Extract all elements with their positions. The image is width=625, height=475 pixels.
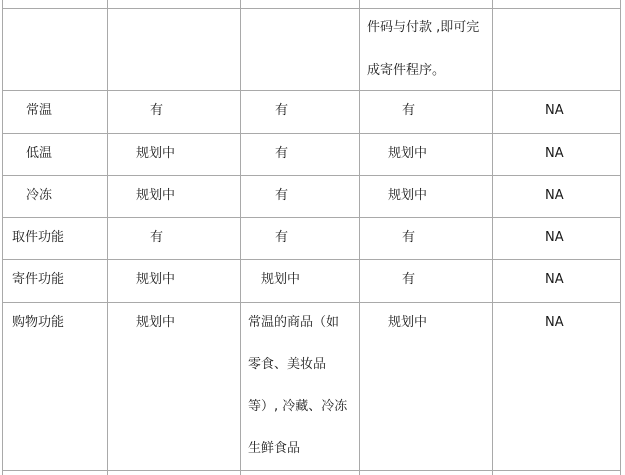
table-cell: 有 [150,103,164,118]
table-cell: 规划中 [388,188,428,203]
table-cell: NA [545,103,564,118]
table-rule [2,302,620,303]
table-rule [2,470,620,471]
table-cell-line: 等）, 冷藏、冷冻 [248,399,348,414]
row-label: 低温 [26,146,53,161]
table-cell: 规划中 [136,315,176,330]
table-rule [620,0,621,475]
table-rule [359,0,360,475]
table-rule [107,0,108,475]
table-cell: 有 [402,230,416,245]
row-label: 冷冻 [26,188,53,203]
table-cell: 有 [150,230,164,245]
table-cell: 规划中 [136,188,176,203]
row-label: 寄件功能 [12,272,65,287]
table-cell: 有 [275,146,289,161]
table-cell: NA [545,230,564,245]
table-rule [2,8,620,9]
table-cell: NA [545,272,564,287]
table-rule [2,133,620,134]
table-cell: 规划中 [388,315,428,330]
table-cell-line: 零食、美妆品 [248,357,327,372]
table-cell: 有 [402,103,416,118]
table-cell: 有 [402,272,416,287]
table-cell: 成寄件程序。 [367,63,446,78]
table-rule [492,0,493,475]
table-rule [2,90,620,91]
table-cell: 规划中 [261,272,301,287]
table-cell: 有 [275,188,289,203]
table-cell: 有 [275,230,289,245]
table-cell-line: 常温的商品（如 [248,315,340,330]
table-cell: 规划中 [136,272,176,287]
table-cell-line: 生鲜食品 [248,441,301,456]
table-rule [2,259,620,260]
table-cell: NA [545,315,564,330]
row-label: 购物功能 [12,315,65,330]
table-cell: 规划中 [388,146,428,161]
table-cell: 规划中 [136,146,176,161]
row-label: 取件功能 [12,230,65,245]
table-rule [2,175,620,176]
table-cell: 件码与付款 ,即可完 [367,20,480,35]
table-cell: NA [545,188,564,203]
table-cell: NA [545,146,564,161]
row-label: 常温 [26,103,53,118]
table-rule [2,0,3,475]
table-rule [240,0,241,475]
table-rule [2,217,620,218]
table-cell: 有 [275,103,289,118]
